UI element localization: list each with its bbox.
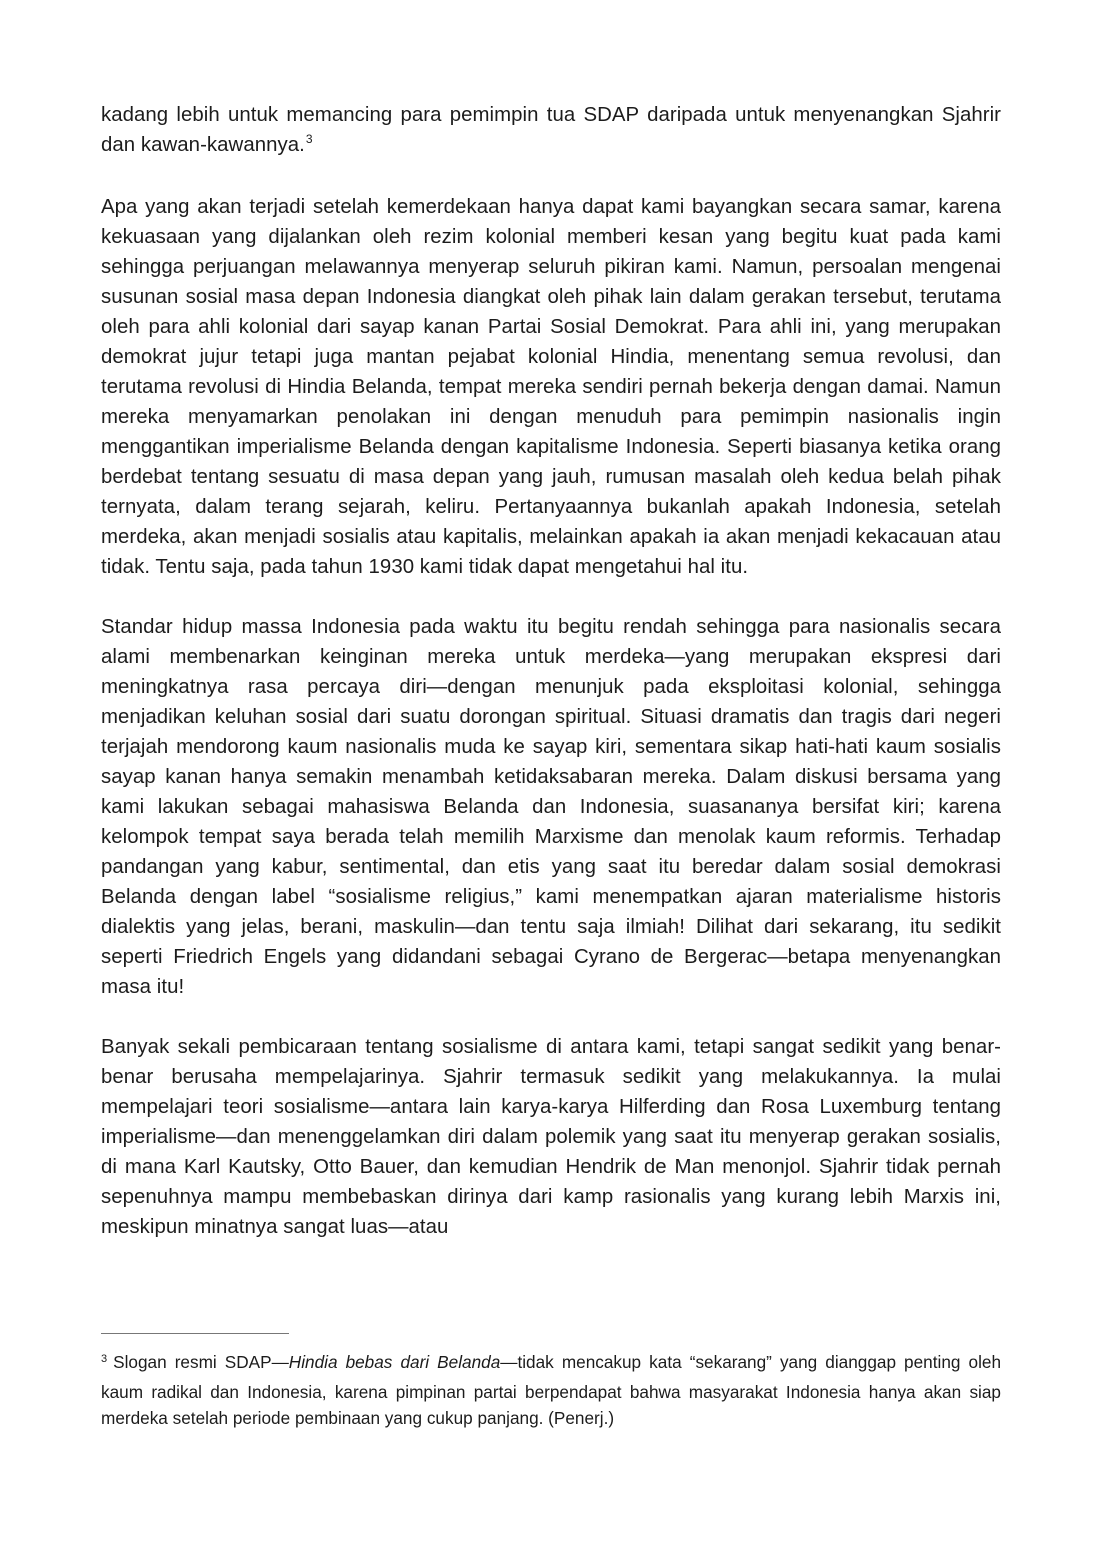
paragraph-living-standard: Standar hidup massa Indonesia pada waktu itu begitu rendah sehingga para nasionalis secara alami membenarkan keinginan mereka untuk merdeka—yang merupakan ekspresi dari meningkatnya rasa percaya diri—dengan menunjuk pada eksploitasi kolonial, sehingga menjadikan keluhan sosial dari suatu dorongan spiritual. Situasi dramatis dan tragis dari negeri terjajah mendorong kaum nasionalis muda ke sayap kiri, sementara sikap hati-hati kaum sosialis sayap kanan hanya semakin menambah ketidaksabaran mereka. Dalam diskusi bersama yang kami lakukan sebagai mahasiswa Belanda dan Indonesia, suasananya bersifat kiri; karena kelompok tempat saya berada telah memilih Marxisme dan menolak kaum reformis. Terhadap pandangan yang kabur, sentimental, dan etis yang saat itu beredar dalam sosial demokrasi Belanda dengan label “sosialisme religius,” kami menempatkan ajaran materialisme historis dialektis yang jelas, berani, maskulin—dan tentu saja ilmiah! Dilihat dari sekarang, itu sedikit seperti Friedrich Engels yang didandani sebagai Cyrano de Bergerac—betapa menyenangkan masa itu! bbox=[101, 616, 1001, 998]
footnote-divider bbox=[101, 1333, 289, 1334]
footnote-reference[interactable]: 3 bbox=[305, 132, 313, 146]
footnote-number: 3 bbox=[101, 1353, 108, 1365]
footnote-text-end: —tidak mencakup kata “sekarang” yang dianggap penting oleh kaum radikal dan Indonesia, karena pimpinan partai berpendapat bahwa masyarakat Indonesia hanya akan siap merdeka setelah periode pembinaan yang cukup panjang. (Penerj.) bbox=[101, 1352, 1002, 1428]
paragraph-continuation bbox=[101, 100, 1001, 162]
paragraph-independence-future: Apa yang akan terjadi setelah kemerdekaan hanya dapat kami bayangkan secara samar, karena kekuasaan yang dijalankan oleh rezim kolonial memberi kesan yang begitu kuat pada kami sehingga perjuangan melawannya menyerap seluruh pikiran kami. Namun, persoalan mengenai susunan sosial masa depan Indonesia diangkat oleh pihak lain dalam gerakan tersebut, terutama oleh para ahli kolonial dari sayap kanan Partai Sosial Demokrat. Para ahli ini, yang merupakan demokrat jujur tetapi juga mantan pejabat kolonial Hindia, menentang semua revolusi, dan terutama revolusi di Hindia Belanda, tempat mereka sendiri pernah bekerja dengan damai. Namun mereka menyamarkan penolakan ini dengan menuduh para pemimpin nasionalis ingin menggantikan imperialisme Belanda dengan kapitalisme Indonesia. Seperti biasanya ketika orang berdebat tentang sesuatu di masa depan yang jauh, rumusan masalah oleh kedua belah pihak ternyata, dalam terang sejarah, keliru. Pertanyaannya bukanlah apakah Indonesia, setelah merdeka, akan menjadi sosialis atau kapitalis, melainkan apakah ia akan menjadi kekacauan atau tidak. Tentu saja, pada tahun 1930 kami tidak dapat mengetahui hal itu. bbox=[101, 196, 1001, 578]
paragraph-socialism-discussion: Banyak sekali pembicaraan tentang sosialisme di antara kami, tetapi sangat sedikit yang benar-benar berusaha mempelajarinya. Sjahrir termasuk sedikit yang melakukannya. Ia mulai mempelajari teori sosialisme—antara lain karya-karya Hilferding dan Rosa Luxemburg tentang imperialisme—dan menenggelamkan diri dalam polemik yang saat itu menyerap gerakan sosialis, di mana Karl Kautsky, Otto Bauer, dan kemudian Hendrik de Man menonjol. Sjahrir tidak pernah sepenuhnya mampu membebaskan dirinya dari kamp rasionalis yang kurang lebih Marxis ini, meskipun minatnya sangat luas—atau bbox=[101, 1036, 1001, 1238]
footnote-text-start: Slogan resmi SDAP— bbox=[113, 1352, 289, 1372]
footnote-slogan: Hindia bebas dari Belanda bbox=[288, 1352, 501, 1372]
page-body bbox=[101, 100, 1001, 1242]
footnote bbox=[101, 1349, 1001, 1432]
paragraph-text: kadang lebih untuk memancing para pemimpin tua SDAP daripada untuk menyenangkan Sjahrir dan kawan-kawannya. bbox=[101, 104, 1001, 156]
